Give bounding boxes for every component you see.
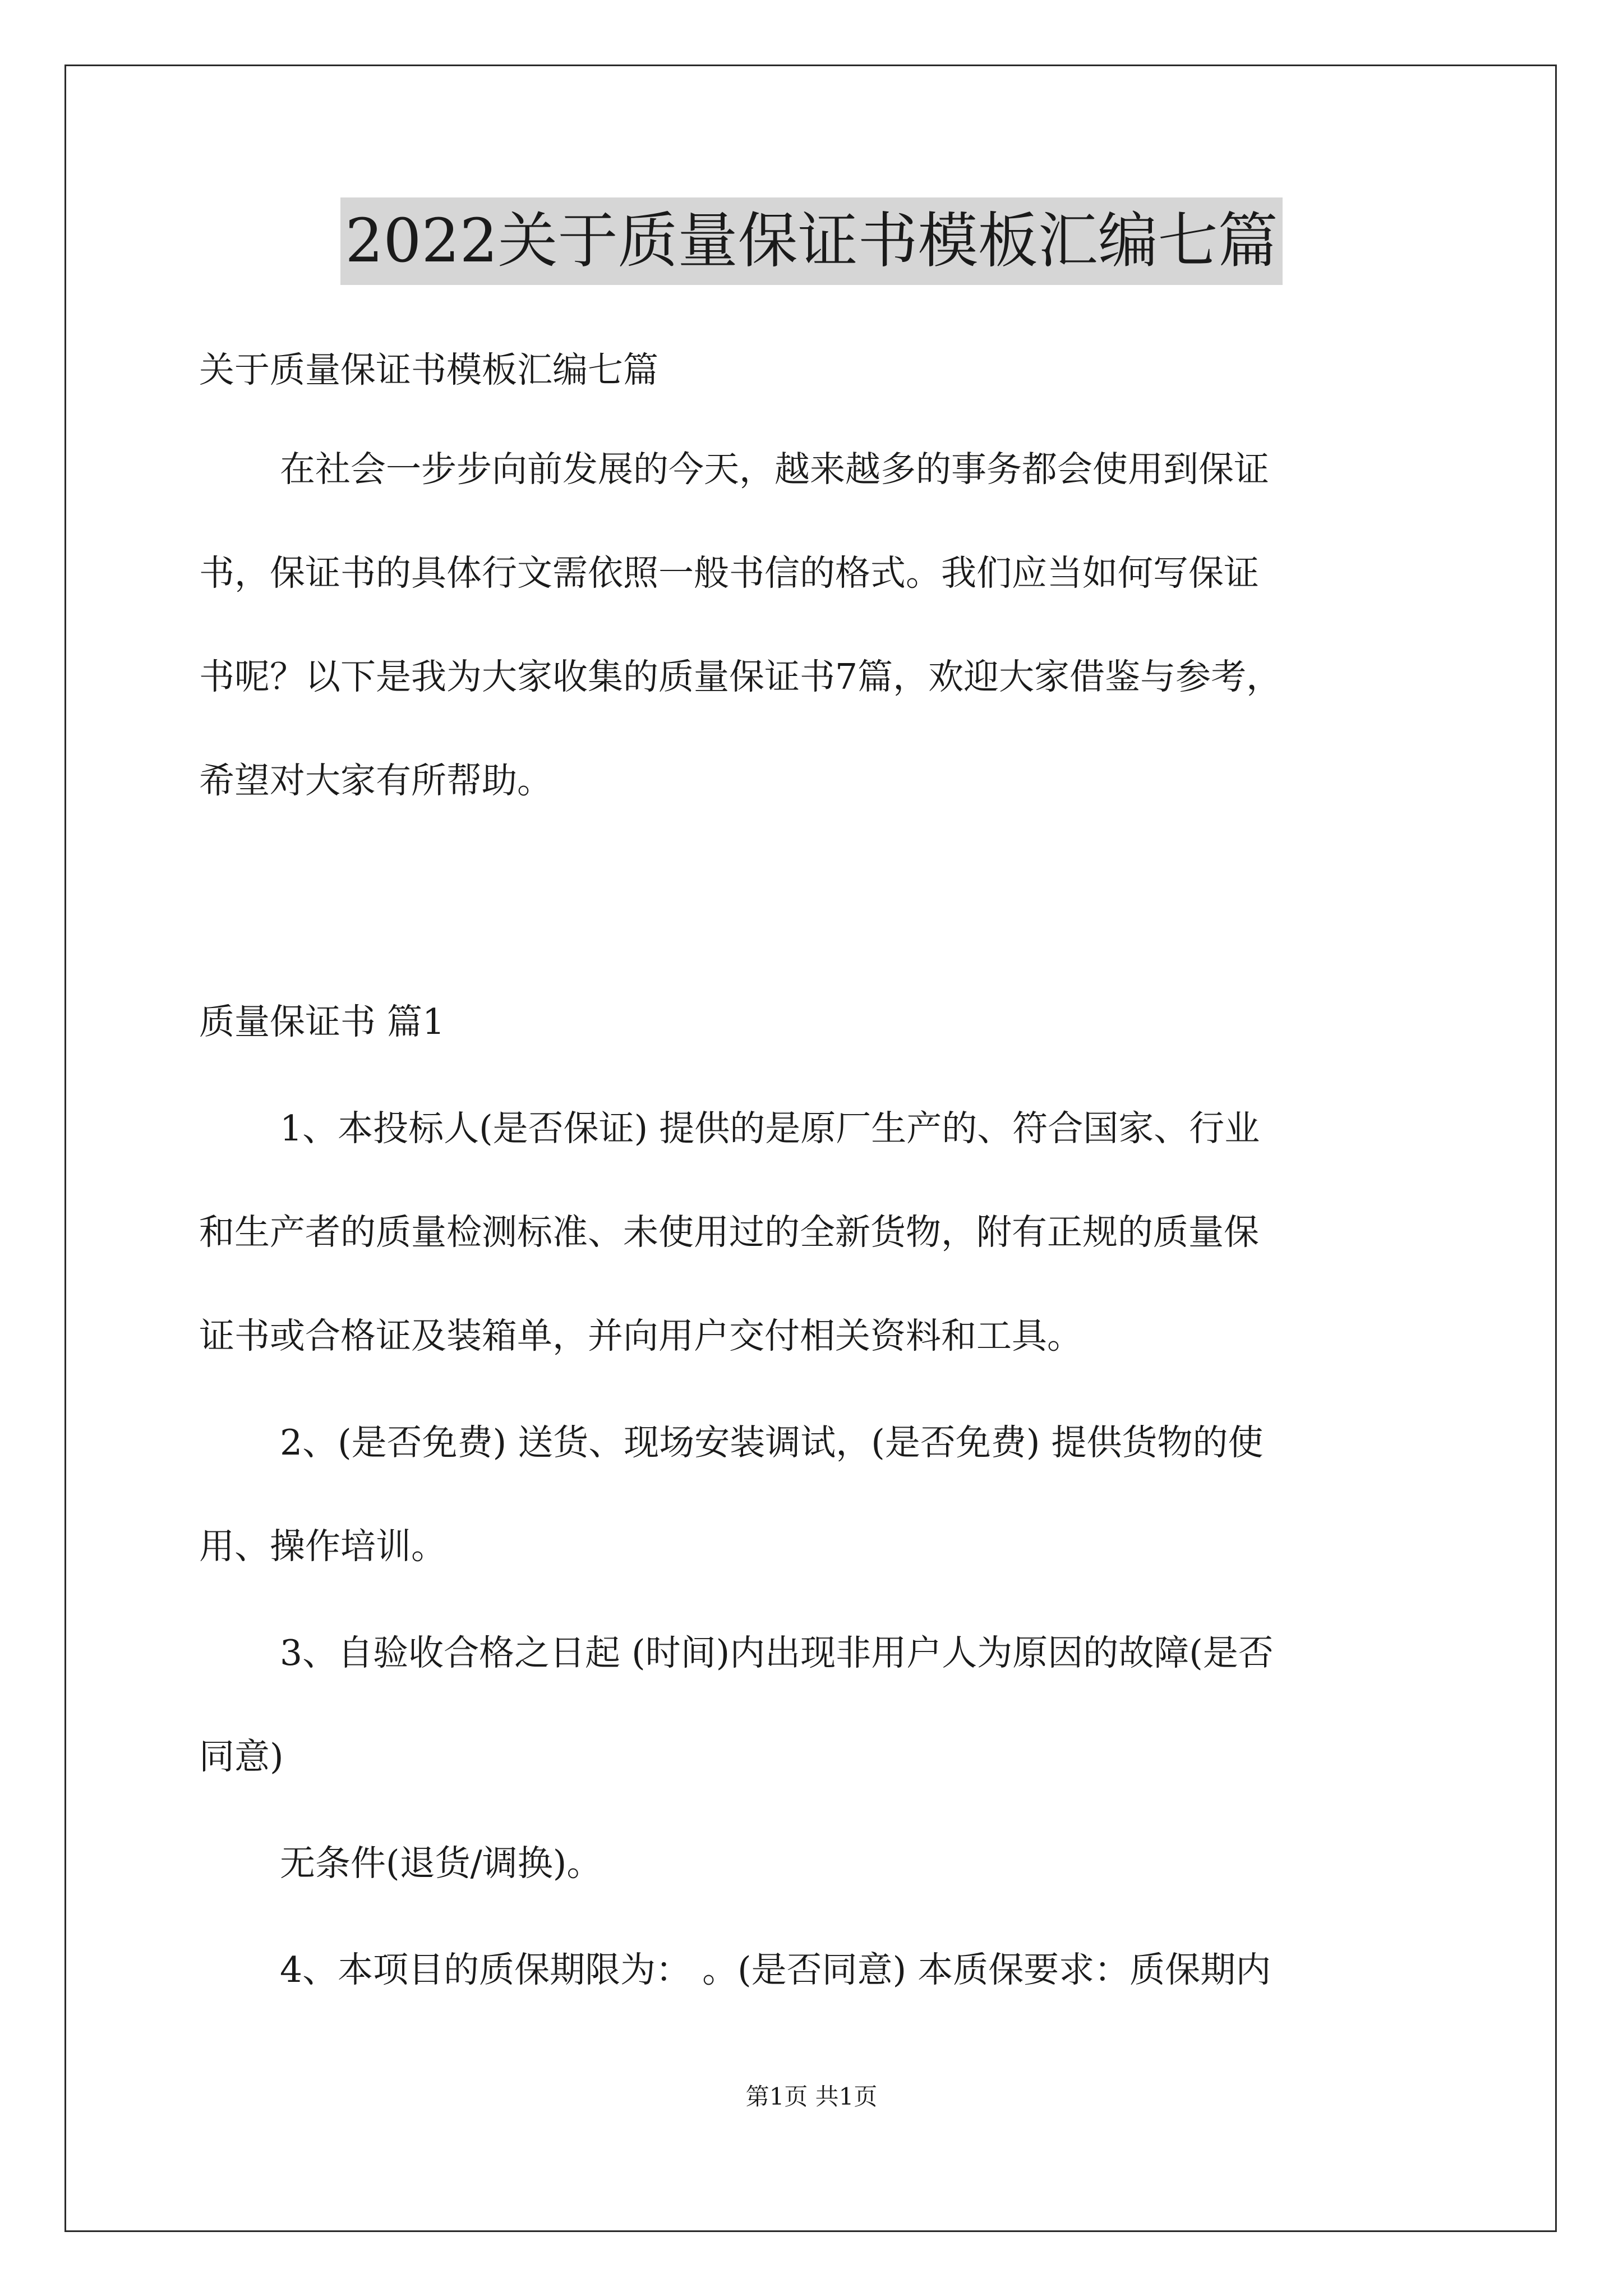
subtitle-line: 关于质量保证书模板汇编七篇 — [199, 349, 658, 390]
item-2-line-2: 用、操作培训。 — [199, 1526, 446, 1567]
item-1-line-3: 证书或合格证及装箱单，并向用户交付相关资料和工具。 — [199, 1315, 1082, 1356]
page-footer: 第1页 共1页 — [745, 2083, 878, 2110]
section-heading: 质量保证书 篇1 — [199, 1001, 445, 1042]
item-1-line-1: 1、本投标人(是否保证) 提供的是原厂生产的、符合国家、行业 — [280, 1108, 1260, 1149]
item-1-line-2: 和生产者的质量检测标准、未使用过的全新货物，附有正规的质量保 — [199, 1212, 1259, 1253]
title-area — [0, 197, 1623, 285]
intro-line-3: 书呢？以下是我为大家收集的质量保证书7篇，欢迎大家借鉴与参考， — [199, 656, 1282, 697]
item-4-line-1: 4、本项目的质保期限为： 。(是否同意) 本质保要求：质保期内 — [280, 1949, 1271, 1990]
intro-line-1: 在社会一步步向前发展的今天，越来越多的事务都会使用到保证 — [280, 449, 1269, 490]
intro-line-2: 书，保证书的具体行文需依照一般书信的格式。我们应当如何写保证 — [199, 553, 1259, 593]
item-3-line-1: 3、自验收合格之日起 (时间)内出现非用户人为原因的故障(是否 — [280, 1632, 1274, 1673]
intro-line-4: 希望对大家有所帮助。 — [199, 760, 552, 801]
item-3-line-3: 无条件(退货/调换)。 — [280, 1843, 602, 1884]
item-2-line-1: 2、(是否免费) 送货、现场安装调试，(是否免费) 提供货物的使 — [280, 1422, 1264, 1463]
document-title: 2022关于质量保证书模板汇编七篇 — [340, 197, 1282, 285]
item-3-line-2: 同意) — [199, 1736, 284, 1777]
